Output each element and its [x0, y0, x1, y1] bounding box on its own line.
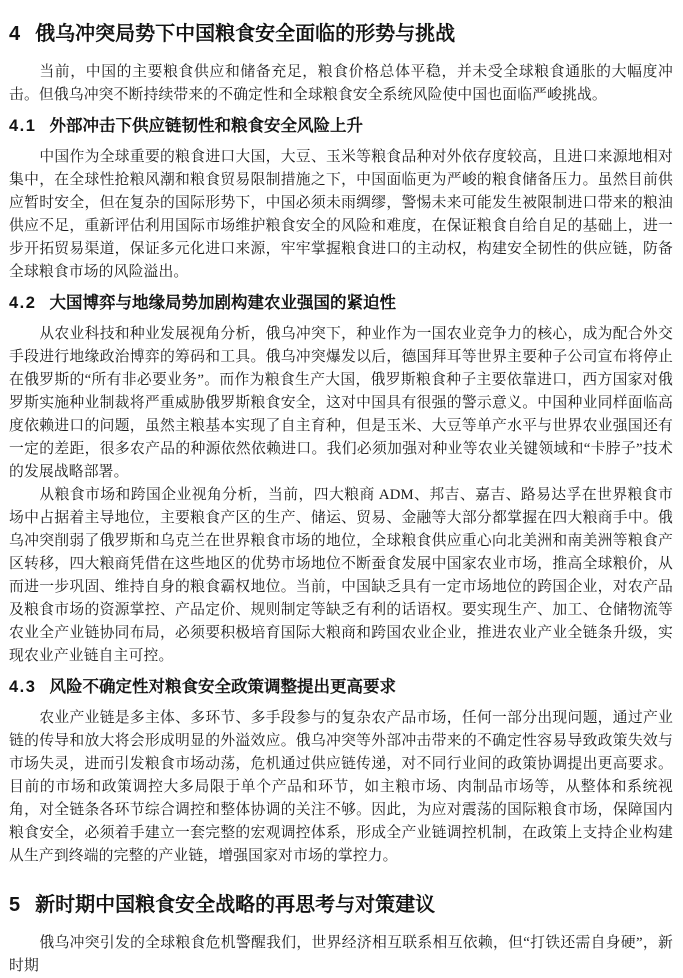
section-heading-5	[9, 893, 673, 917]
paragraph-section4-3: 农业产业链是多主体、多环节、多手段参与的复杂农产品市场，任何一部分出现问题，通过产业链的传导和放大将会形成明显的外溢效应。俄乌冲突等外部冲击带来的不确定性容易导致政策失效与市场失灵，进而引发粮食市场动荡，危机通过供应链传递，对不同行业间的政策协调提出更高要求。目前的市场和政策调控大多局限于单个产品和环节，如主粮市场、肉制品市场等，从整体和系统视角，对全链条各环节综合调控和整体协调的关注不够。因此，为应对震荡的国际粮食市场，保障国内粮食安全，必须着手建立一套完整的宏观调控体系，形成全产业链调控机制，在政策上支持企业构建从生产到终端的完整的产业链，增强国家对市场的掌控力。	[9, 710, 673, 864]
paragraph-section4-intro: 当前，中国的主要粮食供应和储备充足，粮食价格总体平稳，并未受全球粮食通胀的大幅度冲击。但俄乌冲突不断持续带来的不确定性和全球粮食安全系统风险使中国也面临严峻挑战。	[9, 64, 673, 103]
section-heading-4	[9, 22, 673, 46]
section-number: 5	[9, 894, 21, 916]
section-title: 外部冲击下供应链韧性和粮食安全风险上升	[49, 117, 363, 135]
section-title: 俄乌冲突局势下中国粮食安全面临的形势与挑战	[35, 23, 456, 45]
section-number: 4.3	[9, 678, 37, 696]
section-number: 4	[9, 23, 21, 45]
section-heading-4-3	[9, 677, 673, 698]
section-title: 风险不确定性对粮食安全政策调整提出更高要求	[49, 678, 396, 696]
paragraph-section4-2-b: 从粮食市场和跨国企业视角分析，当前，四大粮商 ADM、邦吉、嘉吉、路易达孚在世界粮食市场中占据着主导地位，主要粮食产区的生产、储运、贸易、金融等大部分都掌握在四大粮商手中。俄乌冲突削弱了俄罗斯和乌克兰在世界粮食市场的地位，全球粮食供应重心向北美洲和南美洲等粮食产区转移，四大粮商凭借在这些地区的优势市场地位不断蚕食发展中国家农业市场，推高全球粮价，从而进一步巩固、维持自身的粮食霸权地位。当前，中国缺乏具有一定市场地位的跨国企业，对农产品及粮食市场的资源掌控、产品定价、规则制定等缺乏有利的话语权。要实现生产、加工、仓储物流等农业全产业链协同布局，必须要积极培育国际大粮商和跨国农业企业，推进农业产业全链条升级，实现农业产业链自主可控。	[9, 487, 673, 664]
section-heading-4-2	[9, 293, 673, 314]
paragraph-section5-intro: 俄乌冲突引发的全球粮食危机警醒我们，世界经济相互联系相互依赖，但“打铁还需自身硬”，新时期	[9, 935, 673, 974]
section-number: 4.1	[9, 117, 37, 135]
section-heading-4-1	[9, 116, 673, 137]
section-title: 大国博弈与地缘局势加剧构建农业强国的紧迫性	[49, 294, 396, 312]
paragraph-section4-2-a: 从农业科技和种业发展视角分析，俄乌冲突下，种业作为一国农业竞争力的核心，成为配合外交手段进行地缘政治博弈的筹码和工具。俄乌冲突爆发以后，德国拜耳等世界主要种子公司宣布将停止在俄罗斯的“所有非必要业务”。而作为粮食生产大国，俄罗斯粮食种子主要依靠进口，西方国家对俄罗斯实施种业制裁将严重威胁俄罗斯粮食安全，这对中国具有很强的警示意义。中国种业同样面临高度依赖进口的问题，虽然主粮基本实现了自主育种，但是玉米、大豆等单产水平与世界农业强国还有一定的差距，很多农产品的种源依然依赖进口。我们必须加强对种业等农业关键领域和“卡脖子”技术的发展战略部署。	[9, 326, 673, 480]
paragraph-section4-1: 中国作为全球重要的粮食进口大国，大豆、玉米等粮食品种对外依存度较高，且进口来源地相对集中，在全球性抢粮风潮和粮食贸易限制措施之下，中国面临更为严峻的粮食储备压力。虽然目前供应暂时安全，但在复杂的国际形势下，中国必须未雨绸缪，警惕未来可能发生被限制进口带来的粮油供应不足，重新评估利用国际市场维护粮食安全的风险和难度，在保证粮食自给自足的基础上，进一步开拓贸易渠道，保证多元化进口来源，牢牢掌握粮食进口的主动权，构建安全韧性的供应链，防备全球粮食市场的风险溢出。	[9, 149, 673, 280]
section-number: 4.2	[9, 294, 37, 312]
section-title: 新时期中国粮食安全战略的再思考与对策建议	[35, 894, 436, 916]
